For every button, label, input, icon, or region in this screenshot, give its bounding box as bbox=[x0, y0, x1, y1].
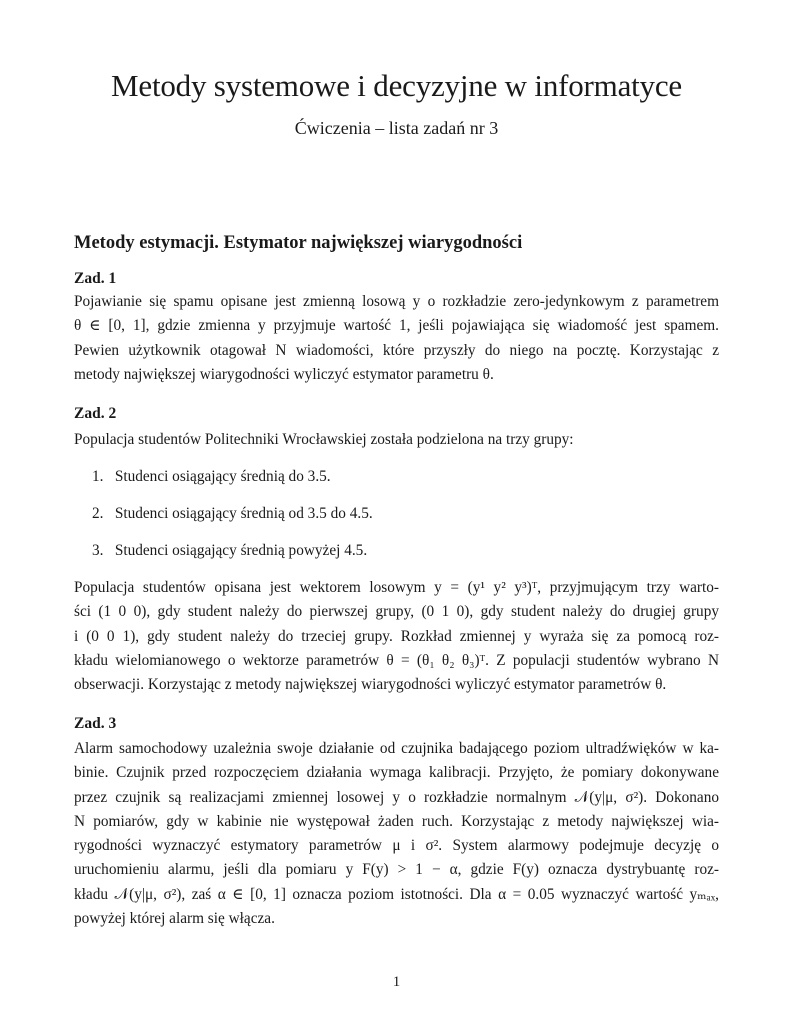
task-2-line: kładu wielomianowego o wektorze parametrów θ = (θ₁ θ₂ θ₃)ᵀ. Z populacji studentów wybrano N bbox=[74, 651, 719, 669]
task-1-line: metody największej wiarygodności wyliczyć estymator parametru θ. bbox=[74, 365, 494, 383]
task-3-line: powyżej której alarm się włącza. bbox=[74, 910, 275, 928]
task-2-line: Populacja studentów opisana jest wektorem losowym y = (y¹ y² y³)ᵀ, przyjmującym trzy warto- bbox=[74, 579, 719, 596]
task-1-body bbox=[74, 290, 719, 387]
document-title: Metody systemowe i decyzyjne w informatyce bbox=[111, 68, 682, 103]
list-item-text: Studenci osiągający średnią powyżej 4.5. bbox=[114, 542, 368, 559]
task-2-line: obserwacji. Korzystając z metody największej wiarygodności wyliczyć estymator parametrów θ. bbox=[74, 676, 667, 694]
list-item bbox=[92, 466, 331, 488]
task-2-body bbox=[74, 576, 719, 697]
section-heading: Metody estymacji. Estymator największej wiarygodności bbox=[74, 233, 523, 253]
task-2-intro bbox=[74, 428, 719, 452]
task-1-line: Pewien użytkownik otagował N wiadomości, które przyszły do niego na pocztę. Korzystając z bbox=[74, 341, 719, 359]
task-3-line: kładu 𝒩(y|μ, σ²), zaś α ∈ [0, 1] oznacza poziom istotności. Dla α = 0.05 wyznaczyć wartość yₘₐₓ, bbox=[74, 885, 719, 903]
task-2-line: i (0 0 1), gdy student należy do trzeciej grupy. Rozkład zmiennej y wyraża się za pomocą roz- bbox=[74, 627, 719, 645]
task-1-line: θ ∈ [0, 1], gdzie zmienna y przyjmuje wartość 1, jeśli pojawiająca się wiadomość jest spamem. bbox=[74, 317, 719, 335]
task-3-line: rygodności wyznaczyć estymatory parametrów μ i σ². System alarmowy podejmuje decyzję o bbox=[74, 837, 719, 855]
task-1-label: Zad. 1 bbox=[74, 270, 117, 287]
page-number: 1 bbox=[392, 974, 401, 990]
task-3-line: N pomiarów, gdy w kabinie nie występował żaden ruch. Korzystając z metody największej wia- bbox=[74, 812, 719, 830]
task-3-line: binie. Czujnik przed rozpoczęciem działania wymaga kalibracji. Przyjęto, że pomiary dokonywane bbox=[74, 764, 719, 782]
task-1-line: Pojawianie się spamu opisane jest zmienną losową y o rozkładzie zero-jedynkowym z parametrem bbox=[74, 293, 719, 310]
document-subtitle: Ćwiczenia – lista zadań nr 3 bbox=[294, 118, 499, 138]
list-item-text: Studenci osiągający średnią od 3.5 do 4.5. bbox=[114, 505, 373, 522]
task-2-intro-line: Populacja studentów Politechniki Wrocławskiej została podzielona na trzy grupy: bbox=[74, 431, 574, 448]
task-3-body bbox=[74, 737, 719, 931]
list-item-number: 2. bbox=[92, 505, 104, 522]
list-item bbox=[92, 540, 367, 562]
list-item-text: Studenci osiągający średnią do 3.5. bbox=[114, 468, 331, 485]
task-3-line: przez czujnik są realizacjami zmiennej losowej y o rozkładzie normalnym 𝒩(y|μ, σ²). Dokonano bbox=[74, 788, 719, 806]
list-item bbox=[92, 503, 373, 525]
list-item-number: 3. bbox=[92, 542, 104, 559]
task-3-label: Zad. 3 bbox=[74, 715, 117, 732]
task-3-line: Alarm samochodowy uzależnia swoje działanie od czujnika badającego poziom ultradźwięków w ka- bbox=[74, 740, 719, 757]
task-2-line: ści (1 0 0), gdy student należy do pierwszej grupy, (0 1 0), gdy student należy do drugiej grupy bbox=[74, 603, 719, 621]
task-3-line: uruchomieniu alarmu, jeśli dla pomiaru y F(y) > 1 − α, gdzie F(y) oznacza dystrybuantę roz- bbox=[74, 861, 719, 879]
task-2-label: Zad. 2 bbox=[74, 405, 117, 422]
list-item-number: 1. bbox=[92, 468, 104, 485]
